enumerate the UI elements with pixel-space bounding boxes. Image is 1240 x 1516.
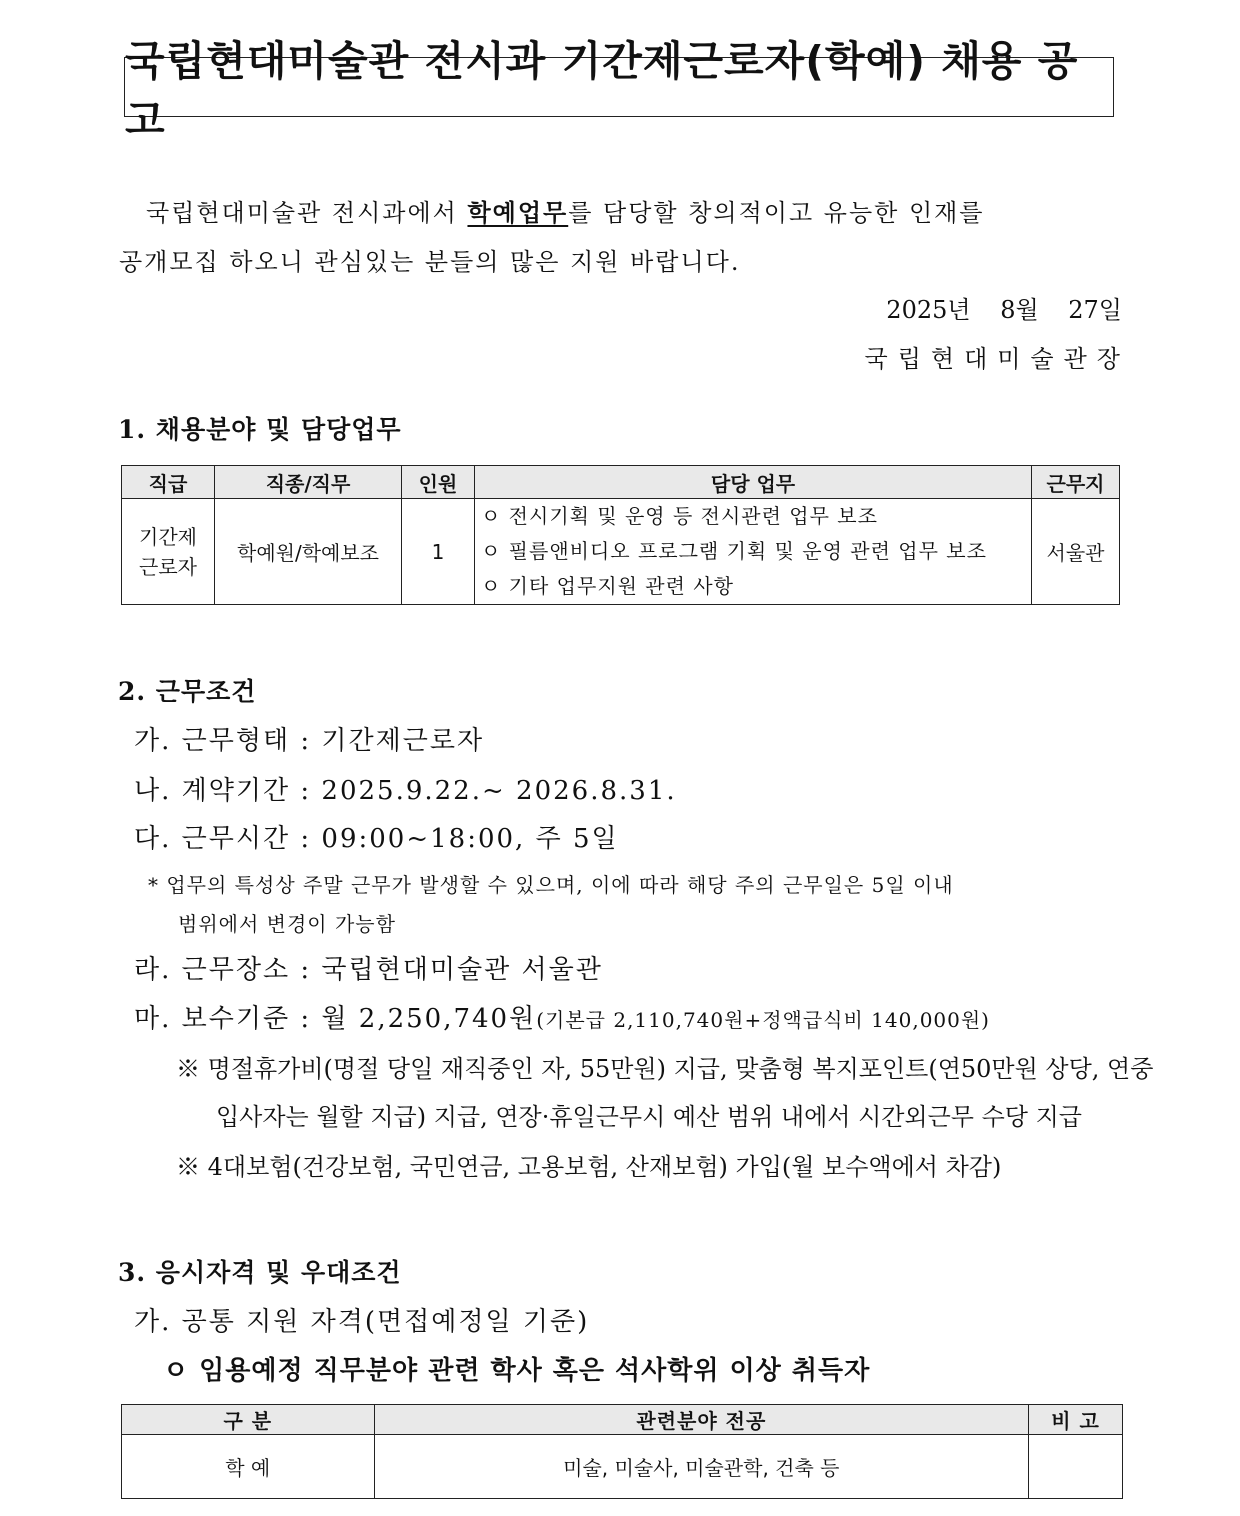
page-title: 국립현대미술관 전시과 기간제근로자(학예) 채용 공고 [125, 37, 1079, 144]
section-2-heading: 2. 근무조건 [118, 677, 257, 706]
header-remark: 비 고 [1029, 1405, 1123, 1435]
cell-count: 1 [402, 499, 475, 605]
cell-majors: 미술, 미술사, 미술관학, 건축 등 [374, 1435, 1029, 1499]
intro-line-1 [146, 193, 985, 228]
table-header-row [122, 1405, 1123, 1435]
section-3-heading: 3. 응시자격 및 우대조건 [118, 1258, 402, 1287]
duty-item: ㅇ 기타 업무지원 관련 사항 [481, 574, 734, 598]
condition-employment-type: 가. 근무형태 : 기간제근로자 [134, 726, 485, 756]
header-category: 구 분 [122, 1405, 375, 1435]
header-duties: 담당 업무 [475, 466, 1032, 499]
condition-salary [134, 998, 990, 1035]
insurance-note: ※ 4대보험(건강보험, 국민연금, 고용보험, 산재보험) 가입(월 보수액에서 차감) [176, 1153, 1002, 1181]
condition-work-place: 라. 근무장소 : 국립현대미술관 서울관 [134, 955, 603, 985]
duty-item: ㅇ 전시기획 및 운영 등 전시관련 업무 보조 [481, 504, 878, 528]
cell-location: 서울관 [1032, 499, 1120, 605]
intro-line-2: 공개모집 하오니 관심있는 분들의 많은 지원 바랍니다. [119, 248, 741, 276]
header-job: 직종/직무 [215, 466, 402, 499]
work-hours-note-line-1: * 업무의 특성상 주말 근무가 발생할 수 있으며, 이에 따라 해당 주의 근무일은 5일 이내 [148, 873, 954, 897]
common-qualification-heading: 가. 공통 지원 자격(면접예정일 기준) [134, 1307, 590, 1337]
intro-emphasis: 학예업무 [467, 198, 569, 227]
intro-text-pre: 국립현대미술관 전시과에서 [146, 199, 468, 227]
recruitment-table [121, 465, 1120, 605]
cell-category: 학 예 [122, 1435, 375, 1499]
condition-contract-period: 나. 계약기간 : 2025.9.22.~ 2026.8.31. [134, 776, 677, 806]
header-grade: 직급 [122, 466, 215, 499]
signature: 국립현대미술관장 [864, 345, 1130, 373]
table-row [122, 1435, 1123, 1499]
table-header-row [122, 466, 1120, 499]
announcement-date: 2025년 8월 27일 [886, 296, 1122, 324]
cell-duties [475, 499, 1032, 605]
major-table [121, 1404, 1123, 1499]
header-count: 인원 [402, 466, 475, 499]
qualification-bullet: ㅇ 임용예정 직무분야 관련 학사 혹은 석사학위 이상 취득자 [163, 1356, 871, 1386]
benefit-note-line-2: 입사자는 월할 지급) 지급, 연장·휴일근무시 예산 범위 내에서 시간외근무 수당 지급 [216, 1103, 1082, 1131]
condition-work-hours: 다. 근무시간 : 09:00~18:00, 주 5일 [134, 824, 619, 854]
title-box [124, 37, 1114, 144]
section-1-heading: 1. 채용분야 및 담당업무 [118, 415, 402, 444]
cell-remark [1029, 1435, 1123, 1499]
table-row [122, 499, 1120, 605]
grade-line-2: 근로자 [139, 554, 197, 579]
salary-main: 마. 보수기준 : 월 2,250,740원 [134, 1004, 537, 1034]
header-location: 근무지 [1032, 466, 1120, 499]
salary-detail: (기본급 2,110,740원+정액급식비 140,000원) [536, 1008, 990, 1032]
header-majors: 관련분야 전공 [374, 1405, 1029, 1435]
work-hours-note-line-2: 범위에서 변경이 가능함 [178, 912, 396, 936]
cell-job: 학예원/학예보조 [215, 499, 402, 605]
intro-text-post: 를 담당할 창의적이고 유능한 인재를 [568, 199, 985, 227]
benefit-note-line-1: ※ 명절휴가비(명절 당일 재직중인 자, 55만원) 지급, 맞춤형 복지포인트(연50만원 상당, 연중 [176, 1055, 1154, 1083]
duty-item: ㅇ 필름앤비디오 프로그램 기획 및 운영 관련 업무 보조 [481, 539, 987, 563]
cell-grade [122, 499, 215, 605]
grade-line-1: 기간제 [139, 524, 197, 549]
